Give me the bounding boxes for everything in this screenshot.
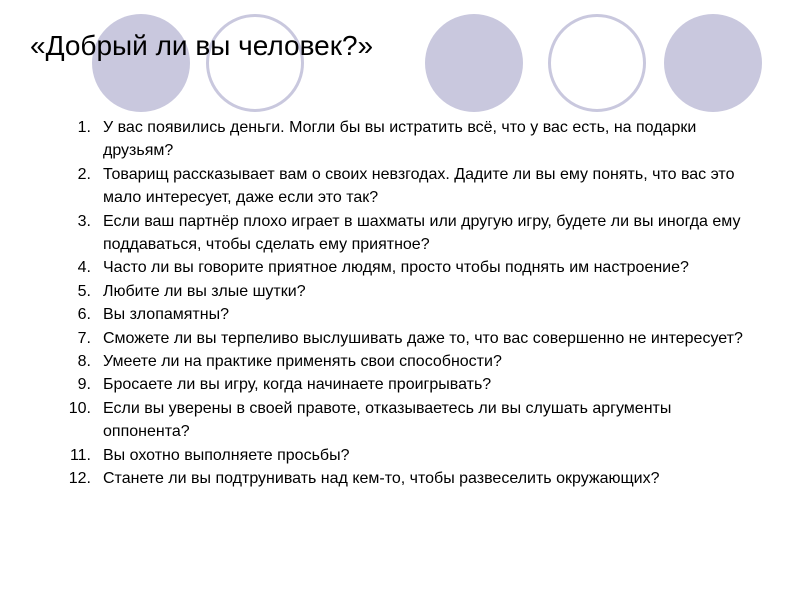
- question-number: 10.: [68, 399, 91, 417]
- slide-title: «Добрый ли вы человек?»: [30, 30, 374, 61]
- question-number: 9.: [77, 376, 91, 394]
- question-number: 1.: [77, 119, 91, 136]
- question-number: 3.: [77, 212, 91, 230]
- question-item: [55, 467, 760, 490]
- question-item: [55, 350, 760, 373]
- question-text: Вы охотно выполняете просьбы?: [103, 446, 350, 464]
- question-item: [55, 327, 760, 350]
- question-number: 11.: [69, 446, 91, 464]
- question-number: 7.: [77, 329, 91, 347]
- decor-circle-1: [92, 14, 190, 112]
- decor-circle-4: [548, 14, 646, 112]
- question-number: 8.: [77, 353, 91, 371]
- question-item: [55, 163, 760, 210]
- question-text: Если ваш партнёр плохо играет в шахматы или другую игру, будете ли вы иногда ему поддаваться, чтобы сделать ему приятное?: [103, 212, 741, 254]
- question-item: [55, 116, 760, 163]
- decor-circle-5: [664, 14, 762, 112]
- question-text: Товарищ рассказывает вам о своих невзгодах. Дадите ли вы ему понять, что вас это мало интересует, даже если это так?: [103, 165, 735, 207]
- question-text: Бросаете ли вы игру, когда начинаете проигрывать?: [103, 376, 492, 394]
- question-item: [55, 397, 760, 444]
- question-item: [55, 210, 760, 257]
- question-number: 12.: [68, 470, 91, 488]
- decor-circle-3: [425, 14, 523, 112]
- question-text: Станете ли вы подтрунивать над кем-то, чтобы развеселить окружающих?: [103, 470, 660, 488]
- question-number: 4.: [77, 259, 91, 277]
- question-text: Любите ли вы злые шутки?: [103, 282, 306, 300]
- question-number: 2.: [77, 165, 91, 183]
- question-item: [55, 444, 760, 467]
- question-text: Вы злопамятны?: [103, 306, 229, 324]
- question-number: 5.: [77, 282, 91, 300]
- question-text: Если вы уверены в своей правоте, отказываетесь ли вы слушать аргументы оппонента?: [103, 399, 672, 441]
- decor-circle-2: [206, 14, 304, 112]
- question-item: [55, 373, 760, 396]
- question-text: Сможете ли вы терпеливо выслушивать даже то, что вас совершенно не интересует?: [103, 329, 743, 347]
- question-list: [55, 116, 760, 491]
- question-text: Умеете ли на практике применять свои способности?: [103, 353, 502, 371]
- question-item: [55, 256, 760, 279]
- question-item: [55, 303, 760, 326]
- question-text: Часто ли вы говорите приятное людям, просто чтобы поднять им настроение?: [103, 259, 689, 277]
- question-text: У вас появились деньги. Могли бы вы истратить всё, что у вас есть, на подарки друзьям?: [103, 119, 697, 160]
- question-number: 6.: [77, 306, 91, 324]
- question-item: [55, 280, 760, 303]
